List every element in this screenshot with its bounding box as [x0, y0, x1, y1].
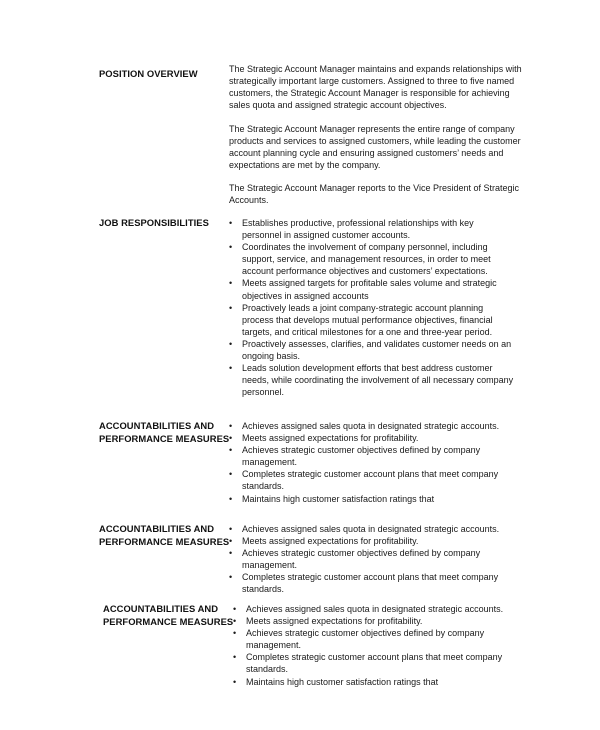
bullet-icon: • [229, 242, 233, 253]
bullet-icon: • [229, 278, 233, 289]
accountabilities-list-2 [229, 523, 509, 596]
list-item: • Maintains high customer satisfaction ratings that [229, 493, 435, 504]
list-item: • Achieves strategic customer objectives defined by company management. [233, 628, 485, 651]
section-label-accountabilities-1: ACCOUNTABILITIES AND PERFORMANCE MEASURES [99, 420, 230, 444]
bullet-icon: • [229, 363, 233, 374]
list-item: • Meets assigned expectations for profitability. [229, 433, 419, 444]
bullet-icon: • [229, 469, 233, 480]
accountabilities-list-1 [229, 420, 509, 505]
list-item: • Achieves assigned sales quota in designated strategic accounts. [229, 524, 500, 534]
bullet-icon: • [233, 604, 237, 614]
bullet-icon: • [229, 536, 233, 547]
list-item: • Proactively assesses, clarifies, and validates customer needs on an ongoing basis. [229, 338, 512, 362]
list-item: • Achieves strategic customer objectives defined by company management. [229, 445, 481, 468]
overview-paragraph-3: The Strategic Account Manager reports to the Vice President of Strategic Accounts. [229, 183, 519, 206]
list-item: • Meets assigned expectations for profitability. [233, 616, 423, 627]
list-item: • Completes strategic customer account plans that meet company standards. [233, 652, 503, 675]
bullet-icon: • [229, 445, 233, 456]
list-item: • Maintains high customer satisfaction ratings that [233, 676, 439, 687]
section-label-job-responsibilities: JOB RESPONSIBILITIES [99, 217, 209, 228]
bullet-icon: • [229, 433, 233, 444]
list-item: • Meets assigned targets for profitable sales volume and strategic objectives in assigned accounts [229, 278, 497, 301]
bullet-icon: • [229, 493, 233, 504]
bullet-icon: • [233, 628, 237, 639]
bullet-icon: • [229, 421, 233, 431]
bullet-icon: • [229, 302, 233, 313]
section-label-accountabilities-3: ACCOUNTABILITIES AND PERFORMANCE MEASURES [103, 603, 234, 627]
bullet-icon: • [229, 218, 233, 228]
section-label-accountabilities-2: ACCOUNTABILITIES AND PERFORMANCE MEASURES [99, 523, 230, 547]
responsibilities-list [229, 217, 514, 398]
list-item: • Achieves assigned sales quota in designated strategic accounts. [229, 421, 500, 431]
bullet-icon: • [229, 572, 233, 583]
list-item: • Coordinates the involvement of company personnel, including support, service, and management resources, in order to meet account performance objectives and customers’ expectations. [229, 242, 491, 277]
list-item: • Proactively leads a joint company-strategic account planning process that develops mutual performance objectives, financial targets, and critical milestones for a one and three-year period. [229, 302, 493, 337]
bullet-icon: • [233, 652, 237, 663]
bullet-icon: • [229, 524, 233, 534]
list-item: • Achieves strategic customer objectives defined by company management. [229, 548, 481, 571]
list-item: • Leads solution development efforts that best address customer needs, while coordinating the involvement of all necessary company personnel. [229, 363, 514, 398]
list-item: • Completes strategic customer account plans that meet company standards. [229, 572, 499, 595]
list-item: • Meets assigned expectations for profitability. [229, 536, 419, 547]
bullet-icon: • [229, 338, 233, 349]
list-item: • Establishes productive, professional relationships with key personnel in assigned customer accounts. [229, 218, 474, 241]
bullet-icon: • [233, 676, 237, 687]
list-item: • Achieves assigned sales quota in designated strategic accounts. [233, 604, 504, 614]
bullet-icon: • [233, 616, 237, 627]
section-label-position-overview: POSITION OVERVIEW [99, 68, 198, 79]
bullet-icon: • [229, 548, 233, 559]
overview-paragraph-2: The Strategic Account Manager represents the entire range of company products and services to assigned customers, while leading the customer account planning cycle and ensuring assigned customers’ needs and expectations are met by the company. [229, 124, 521, 171]
list-item: • Completes strategic customer account plans that meet company standards. [229, 469, 499, 492]
accountabilities-list-3 [233, 603, 513, 688]
overview-paragraph-1: The Strategic Account Manager maintains and expands relationships with strategically important large customers. Assigned to three to five named customers, the Strategic Account Manager is responsible for achieving sales quota and assigned strategic account objectives. [229, 64, 522, 111]
